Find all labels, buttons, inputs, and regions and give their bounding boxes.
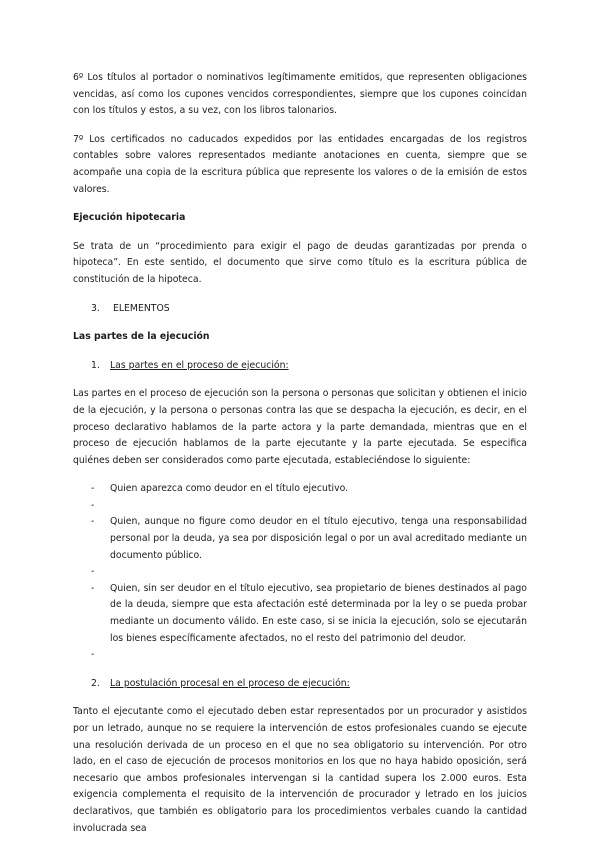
dash-marker: -: [91, 516, 95, 528]
item-title: La postulación procesal en el proceso de ejecución:: [110, 677, 350, 689]
document-body: [73, 70, 527, 837]
heading-partes-ejecucion: Las partes de la ejecución: [73, 331, 210, 343]
heading-ejecucion-hipotecaria: Ejecución hipotecaria: [73, 212, 186, 224]
list-item: [73, 514, 527, 564]
list-item-text: Quien aparezca como deudor en el título ejecutivo.: [110, 483, 349, 495]
paragraph-sixth-title: 6º Los títulos al portador o nominativos legítimamente emitidos, que representen obligaciones vencidas, así como los cupones vencidos correspondientes, siempre que los cupones coincidan con los títulos y estos, a su vez, con los libros talonarios.: [73, 72, 527, 117]
numbered-heading-postulacion: [73, 676, 527, 693]
paragraph-ejecucion-hipotecaria: Se trata de un “procedimiento para exigir el pago de deudas garantizadas por prenda o hipoteca”. En este sentido, el documento que sirve como título es la escritura pública de constitución de la hipoteca.: [73, 240, 527, 285]
list-item: [73, 581, 527, 647]
list-item-text: [110, 498, 527, 515]
item-number: 2.: [91, 677, 100, 689]
section-number: 3.: [91, 302, 100, 314]
item-title: Las partes en el proceso de ejecución:: [110, 359, 289, 371]
list-item-text: Quien, aunque no figure como deudor en el título ejecutivo, tenga una responsabilidad personal por la deuda, ya sea por disposición legal o por un aval acreditado mediante un documento público.: [110, 516, 527, 561]
paragraph-seventh-title: 7º Los certificados no caducados expedidos por las entidades encargadas de los registros contables sobre valores representados mediante anotaciones en cuenta, siempre que se acompañe una copia de la escritura pública que represente los valores o de la emisión de estos valores.: [73, 133, 527, 195]
paragraph-postulacion-procesal: Tanto el ejecutante como el ejecutado deben estar representados por un procurador y asistidos por un letrado, aunque no se requiere la intervención de estos profesionales cuando se ejecute una resolución derivada de un proceso en el que no sea obligatorio su intervención. Por otro lado, en el caso de ejecución de procesos monitorios en los que no haya habido oposición, será necesario que ambos profesionales intervengan si la cantidad supera los 2.000 euros. Esta exigencia complementa el requisito de la intervención de procurador y letrado en los juicios declarativos, que también es obligatorio para los procedimientos verbales cuando la cantidad involucrada sea: [73, 706, 527, 834]
item-number: 1.: [91, 359, 100, 371]
numbered-heading-partes: [73, 358, 527, 375]
list-item: [73, 481, 527, 498]
list-item: [73, 647, 527, 664]
list-item: [73, 498, 527, 515]
dash-marker: -: [91, 649, 95, 661]
section-title: ELEMENTOS: [113, 302, 170, 314]
dash-marker: -: [91, 499, 95, 511]
list-item: [73, 564, 527, 581]
section-heading-elementos: [73, 301, 527, 318]
dash-marker: -: [91, 566, 95, 578]
dash-marker: -: [91, 483, 95, 495]
list-item-text: Quien, sin ser deudor en el título ejecutivo, sea propietario de bienes destinados al pago de la deuda, siempre que esta afectación esté determinada por la ley o se pueda probar mediante un documento válido. En este caso, si se inicia la ejecución, solo se ejecutarán los bienes específicamente afectados, no el resto del patrimonio del deudor.: [110, 582, 527, 644]
list-item-text: [110, 564, 527, 581]
list-item-text: [110, 647, 527, 664]
dash-list: [73, 481, 527, 664]
paragraph-partes-proceso: Las partes en el proceso de ejecución son la persona o personas que solicitan y obtienen el inicio de la ejecución, y la persona o personas contra las que se despacha la ejecución, es decir, en el proceso declarativo hablamos de la parte actora y la parte demandada, mientras que en el proceso de ejecución hablamos de la parte ejecutante y la parte ejecutada. Se especifica quiénes deben ser considerados como parte ejecutada, estableciéndose lo siguiente:: [73, 388, 527, 466]
dash-marker: -: [91, 582, 95, 594]
